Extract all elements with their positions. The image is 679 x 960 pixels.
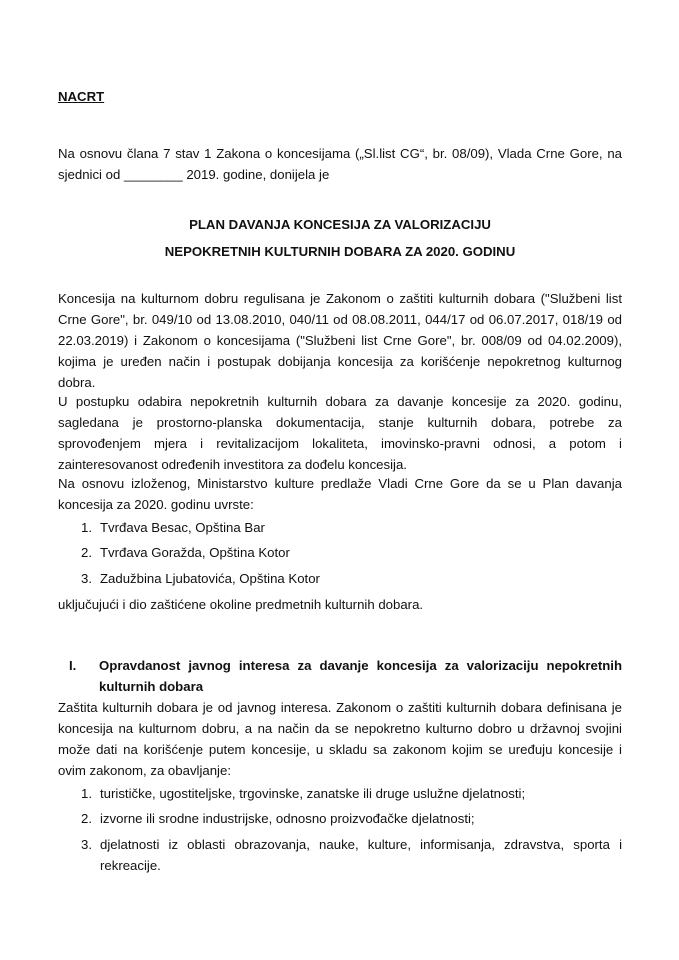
list-item <box>81 568 622 589</box>
section-number: I. <box>69 658 77 673</box>
list-number: 3. <box>81 571 92 586</box>
list-item <box>81 834 622 876</box>
list-number: 3. <box>81 837 92 852</box>
paragraph-selection: U postupku odabira nepokretnih kulturnih dobara za davanje koncesije za 2020. godinu, sagledana je prostorno-planska dokumentacija, stanje kulturnih dobara, potrebe za sprovođenjem mjera i revitalizacijom lokaliteta, imovinsko-pravni odnosi, a potom i zainteresovanost određenih investitora za dođelu koncesija. <box>58 394 622 472</box>
paragraph-after-list: uključujući i dio zaštićene okoline predmetnih kulturnih dobara. <box>58 597 424 612</box>
list-number: 2. <box>81 545 92 560</box>
document-title-line2: NEPOKRETNIH KULTURNIH DOBARA ZA 2020. GODINU <box>164 244 516 259</box>
list-text: Zadužbina Ljubatovića, Opština Kotor <box>100 571 320 586</box>
list-text: Tvrđava Goražda, Opština Kotor <box>100 545 290 560</box>
intro-paragraph: Na osnovu člana 7 stav 1 Zakona o koncesijama („Sl.list CG“, br. 08/09), Vlada Crne Gore, na sjednici od ________ 2019. godine, donijela je <box>58 146 622 182</box>
section-title: Opravdanost javnog interesa za davanje koncesija za valorizaciju nepokretnih kulturnih dobara <box>99 658 622 694</box>
list-number: 1. <box>81 520 92 535</box>
section-heading <box>58 655 622 697</box>
list-item <box>81 808 622 829</box>
paragraph-legal-basis: Koncesija na kulturnom dobru regulisana je Zakonom o zaštiti kulturnih dobara ("Službeni list Crne Gore", br. 049/10 od 13.08.2010, 040/11 od 08.08.2011, 044/17 od 06.07.2017, 018/19 od 22.03.2019) i Zakonom o koncesijama ("Službeni list Crne Gore", br. 008/09 od 04.02.2009), kojima je uređen način i postupak dobijanja koncesija za korišćenje nepokretnog kulturnog dobra. <box>58 291 622 390</box>
list-number: 2. <box>81 811 92 826</box>
list-number: 1. <box>81 786 92 801</box>
list-item <box>81 542 622 563</box>
list-item <box>81 783 622 804</box>
list-text: Tvrđava Besac, Opština Bar <box>100 520 265 535</box>
list-item <box>81 517 622 538</box>
list-text: izvorne ili srodne industrijske, odnosno proizvođačke djelatnosti; <box>100 811 475 826</box>
section-body: Zaštita kulturnih dobara je od javnog interesa. Zakonom o zaštiti kulturnih dobara definisana je koncesija na kulturnom dobru, a na način da se nepokretno kulturno dobro u državnoj svojini može dati na korišćenje putem koncesije, u skladu sa zakonom kojim se uređuju koncesije i ovim zakonom, za obavljanje: <box>58 700 622 778</box>
document-title-line1: PLAN DAVANJA KONCESIJA ZA VALORIZACIJU <box>189 217 491 232</box>
list-text: turističke, ugostiteljske, trgovinske, zanatske ili druge uslužne djelatnosti; <box>100 786 526 801</box>
paragraph-proposal: Na osnovu izloženog, Ministarstvo kulture predlaže Vladi Crne Gore da se u Plan davanja koncesija za 2020. godinu uvrste: <box>58 476 622 512</box>
draft-label: NACRT <box>58 89 105 104</box>
list-text: djelatnosti iz oblasti obrazovanja, nauke, kulture, informisanja, zdravstva, sporta i rekreacije. <box>100 837 622 873</box>
